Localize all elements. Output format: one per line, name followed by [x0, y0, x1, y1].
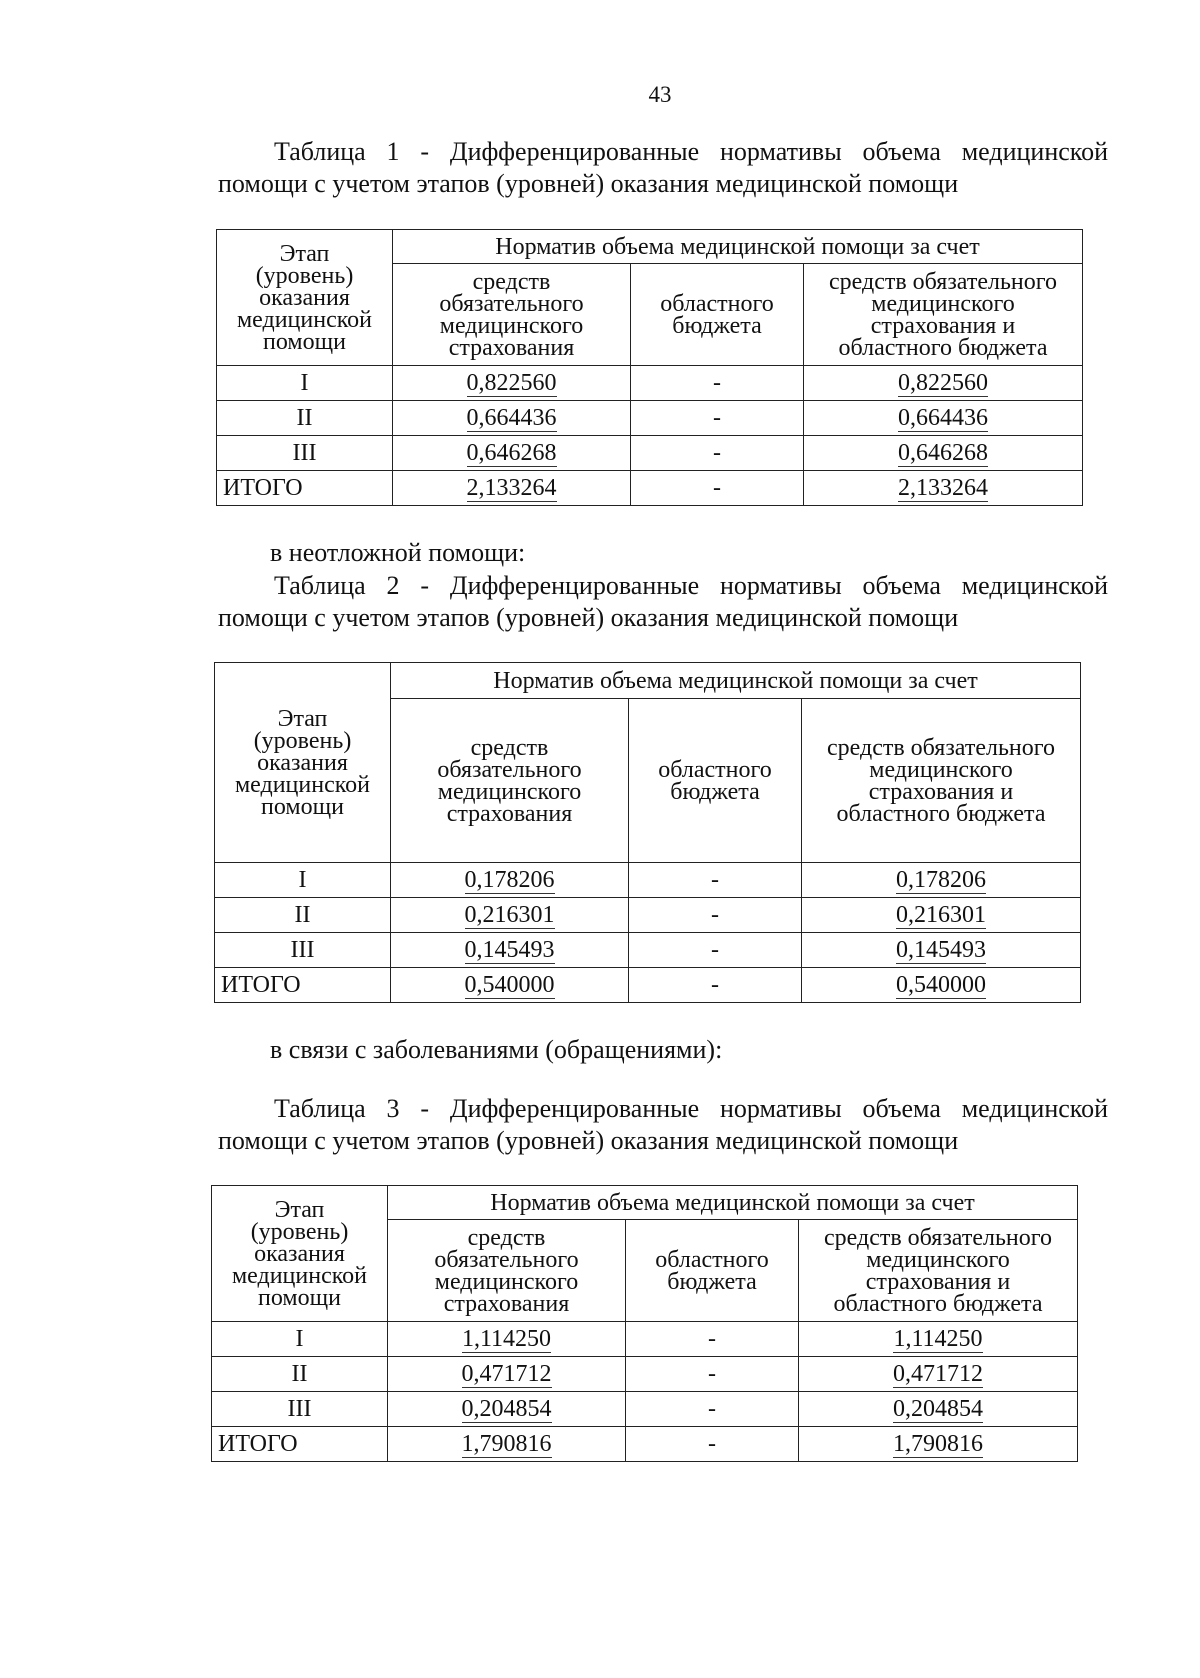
table-2-caption-line-1: Таблица 2 - Дифференцированные нормативы объема медицинской: [274, 571, 1108, 600]
total-value-cell: 0,216301: [802, 898, 1081, 933]
total-value-cell: 0,646268: [804, 436, 1083, 471]
table-row: [215, 933, 1081, 968]
oms-value-cell: 0,204854: [388, 1392, 626, 1427]
budget-value-cell: -: [629, 933, 802, 968]
oms-value-cell: 0,216301: [391, 898, 629, 933]
stage-cell: II: [215, 898, 391, 933]
table-row: [212, 1357, 1078, 1392]
oms-value-cell: 0,822560: [393, 366, 631, 401]
table-row: [217, 436, 1083, 471]
norm-group-header: Норматив объема медицинской помощи за счет: [393, 230, 1083, 264]
table-3-caption: [218, 1093, 1108, 1157]
page-number: 43: [648, 82, 672, 107]
budget-value-cell: -: [631, 471, 804, 506]
budget-value-cell: -: [631, 401, 804, 436]
table-row: [212, 1392, 1078, 1427]
stage-cell: I: [215, 863, 391, 898]
budget-column-header: областного бюджета: [629, 699, 802, 863]
table-row: [215, 863, 1081, 898]
stage-header: Этап (уровень) оказания медицинской помощи: [217, 230, 393, 366]
table-row-total: [212, 1427, 1078, 1462]
norm-group-header: Норматив объема медицинской помощи за счет: [388, 1186, 1078, 1220]
stage-cell: III: [212, 1392, 388, 1427]
table-row: [217, 401, 1083, 436]
stage-cell: ИТОГО: [212, 1427, 388, 1462]
budget-column-header: областного бюджета: [626, 1220, 799, 1322]
total-value-cell: 0,540000: [802, 968, 1081, 1003]
table-2: [214, 662, 1081, 1003]
stage-cell: I: [212, 1322, 388, 1357]
total-value-cell: 0,145493: [802, 933, 1081, 968]
table-row: [212, 1322, 1078, 1357]
oms-value-cell: 0,145493: [391, 933, 629, 968]
table-row: [217, 366, 1083, 401]
oms-column-header: средств обязательного медицинского страхования: [393, 264, 631, 366]
stage-cell: II: [212, 1357, 388, 1392]
total-value-cell: 0,204854: [799, 1392, 1078, 1427]
table-row: [215, 898, 1081, 933]
stage-cell: I: [217, 366, 393, 401]
stage-header: Этап (уровень) оказания медицинской помощи: [212, 1186, 388, 1322]
table-1-caption-line-2: помощи с учетом этапов (уровней) оказания медицинской помощи: [218, 169, 959, 198]
table-2-caption: [218, 570, 1108, 634]
budget-column-header: областного бюджета: [631, 264, 804, 366]
total-value-cell: 0,471712: [799, 1357, 1078, 1392]
stage-cell: ИТОГО: [215, 968, 391, 1003]
budget-value-cell: -: [626, 1357, 799, 1392]
table-3-caption-line-2: помощи с учетом этапов (уровней) оказания медицинской помощи: [218, 1126, 959, 1155]
stage-cell: III: [217, 436, 393, 471]
oms-value-cell: 0,664436: [393, 401, 631, 436]
total-value-cell: 1,790816: [799, 1427, 1078, 1462]
oms-column-header: средств обязательного медицинского страхования: [388, 1220, 626, 1322]
table-3: [211, 1185, 1078, 1462]
oms-value-cell: 0,540000: [391, 968, 629, 1003]
oms-value-cell: 2,133264: [393, 471, 631, 506]
table-2-caption-line-2: помощи с учетом этапов (уровней) оказания медицинской помощи: [218, 603, 959, 632]
budget-value-cell: -: [631, 366, 804, 401]
total-column-header: средств обязательного медицинского страхования и областного бюджета: [799, 1220, 1078, 1322]
total-value-cell: 0,664436: [804, 401, 1083, 436]
total-value-cell: 1,114250: [799, 1322, 1078, 1357]
table-3-caption-line-1: Таблица 3 - Дифференцированные нормативы объема медицинской: [274, 1094, 1108, 1123]
stage-cell: III: [215, 933, 391, 968]
total-value-cell: 0,178206: [802, 863, 1081, 898]
oms-value-cell: 1,790816: [388, 1427, 626, 1462]
table-row-total: [215, 968, 1081, 1003]
oms-value-cell: 0,178206: [391, 863, 629, 898]
budget-value-cell: -: [629, 898, 802, 933]
norm-group-header: Норматив объема медицинской помощи за счет: [391, 663, 1081, 699]
budget-value-cell: -: [631, 436, 804, 471]
oms-value-cell: 0,471712: [388, 1357, 626, 1392]
budget-value-cell: -: [629, 863, 802, 898]
table-1-caption: [218, 136, 1108, 200]
total-column-header: средств обязательного медицинского страхования и областного бюджета: [802, 699, 1081, 863]
oms-value-cell: 1,114250: [388, 1322, 626, 1357]
total-value-cell: 0,822560: [804, 366, 1083, 401]
oms-value-cell: 0,646268: [393, 436, 631, 471]
total-value-cell: 2,133264: [804, 471, 1083, 506]
stage-cell: II: [217, 401, 393, 436]
table-1-caption-line-1: Таблица 1 - Дифференцированные нормативы объема медицинской: [274, 137, 1108, 166]
table-row-total: [217, 471, 1083, 506]
budget-value-cell: -: [626, 1427, 799, 1462]
stage-cell: ИТОГО: [217, 471, 393, 506]
table-2-intro: в неотложной помощи:: [270, 538, 526, 567]
budget-value-cell: -: [626, 1322, 799, 1357]
oms-column-header: средств обязательного медицинского страхования: [391, 699, 629, 863]
table-3-intro: в связи с заболеваниями (обращениями):: [270, 1035, 723, 1064]
table-1: [216, 229, 1083, 506]
budget-value-cell: -: [629, 968, 802, 1003]
total-column-header: средств обязательного медицинского страхования и областного бюджета: [804, 264, 1083, 366]
budget-value-cell: -: [626, 1392, 799, 1427]
stage-header: Этап (уровень) оказания медицинской помощи: [215, 663, 391, 863]
